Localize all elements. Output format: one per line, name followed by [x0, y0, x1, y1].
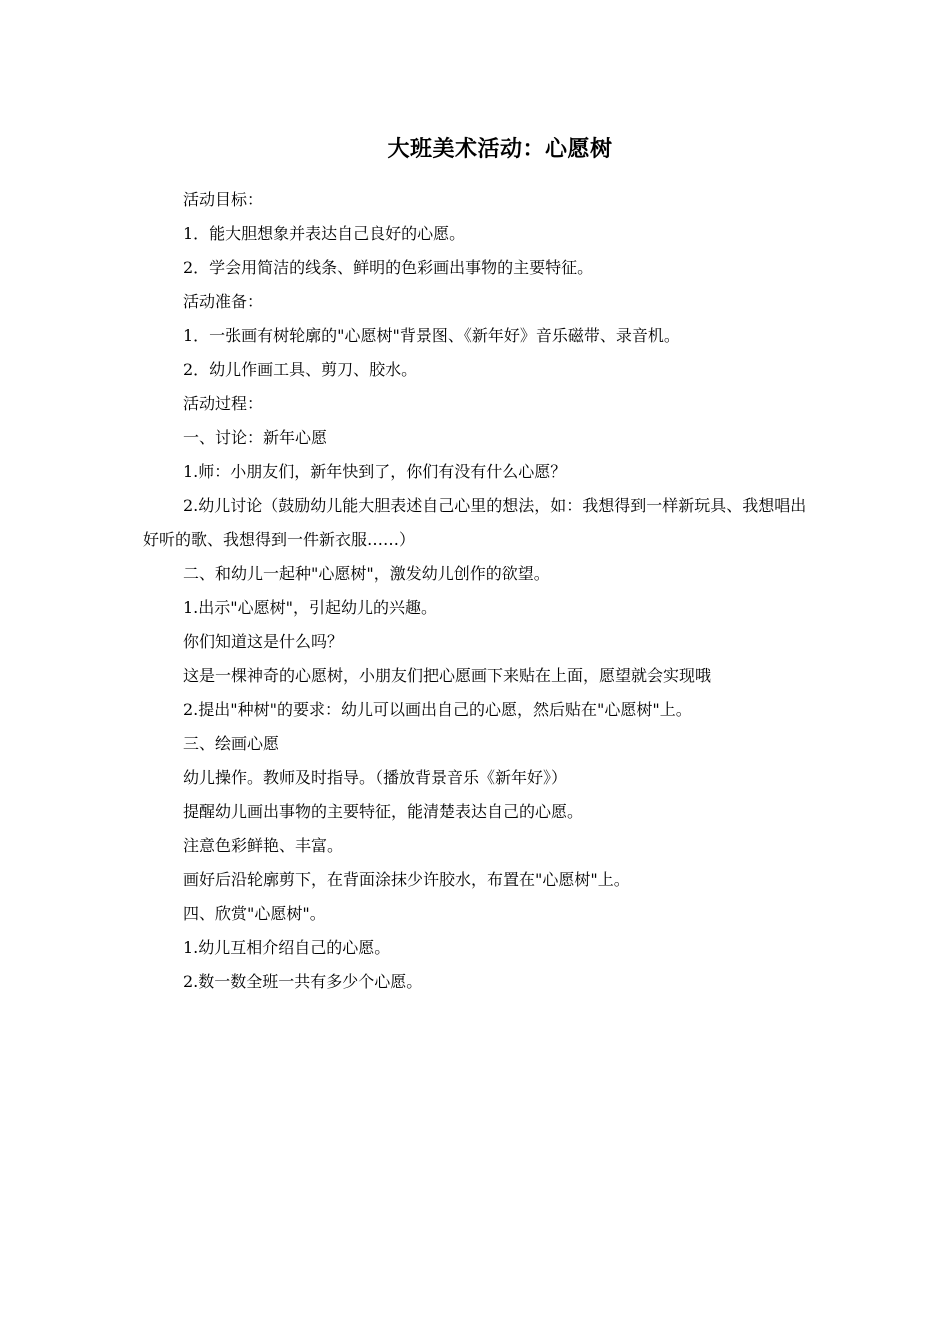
process-text: 注意色彩鲜艳、丰富。 — [183, 836, 344, 855]
document-title: 大班美术活动：心愿树 — [387, 137, 613, 162]
process-text: 这是一棵神奇的心愿树，小朋友们把心愿画下来贴在上面，愿望就会实现哦 — [183, 666, 712, 685]
process-text: 提醒幼儿画出事物的主要特征，能清楚表达自己的心愿。 — [183, 802, 584, 821]
section-heading-preparation: 活动准备： — [183, 292, 264, 311]
process-step-heading: 二、和幼儿一起种"心愿树"，激发幼儿创作的欲望。 — [183, 564, 550, 583]
document-body — [143, 183, 808, 999]
process-text: 你们知道这是什么吗？ — [183, 632, 344, 651]
section-heading-process: 活动过程： — [183, 394, 264, 413]
process-text: 2.数一数全班一共有多少个心愿。 — [183, 972, 423, 991]
section-heading-goals: 活动目标： — [183, 190, 264, 209]
goal-item: 2．学会用简洁的线条、鲜明的色彩画出事物的主要特征。 — [183, 258, 594, 277]
process-text: 1.幼儿互相介绍自己的心愿。 — [183, 938, 391, 957]
process-text: 2.提出"种树"的要求：幼儿可以画出自己的心愿，然后贴在"心愿树"上。 — [183, 700, 692, 719]
preparation-item: 2．幼儿作画工具、剪刀、胶水。 — [183, 360, 418, 379]
process-step-heading: 一、讨论：新年心愿 — [183, 428, 328, 447]
process-text: 1.师：小朋友们，新年快到了，你们有没有什么心愿？ — [183, 462, 567, 481]
process-text: 2.幼儿讨论（鼓励幼儿能大胆表述自己心里的想法，如：我想得到一样新玩具、我想唱出好听的歌、我想得到一件新衣服……） — [143, 496, 807, 549]
process-text: 画好后沿轮廓剪下，在背面涂抹少许胶水，布置在"心愿树"上。 — [183, 870, 630, 889]
preparation-item: 1．一张画有树轮廓的"心愿树"背景图、《新年好》音乐磁带、录音机。 — [183, 326, 680, 345]
goal-item: 1．能大胆想象并表达自己良好的心愿。 — [183, 224, 466, 243]
process-text: 1.出示"心愿树"，引起幼儿的兴趣。 — [183, 598, 437, 617]
process-step-heading: 三、绘画心愿 — [183, 734, 280, 753]
process-step-heading: 四、欣赏"心愿树"。 — [183, 904, 326, 923]
process-text: 幼儿操作。教师及时指导。（播放背景音乐《新年好》） — [183, 768, 568, 787]
